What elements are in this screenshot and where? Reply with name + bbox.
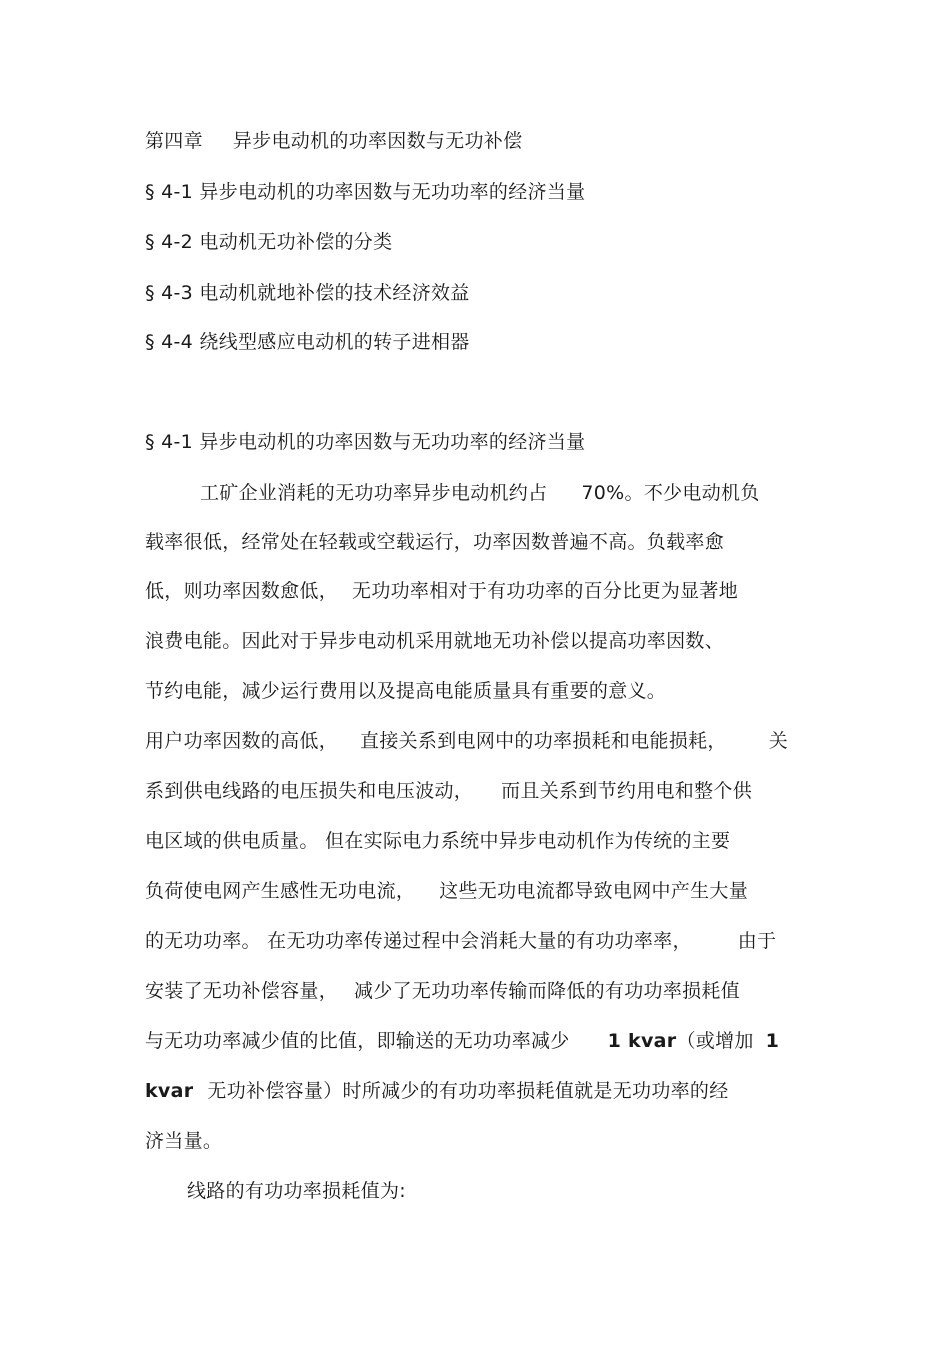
toc-item: § 4-1 异步电动机的功率因数与无功功率的经济当量 <box>145 181 586 203</box>
paragraph-line <box>145 1029 779 1053</box>
text-span: 低，则功率因数愈低， <box>145 580 339 602</box>
text-span: （或增加 <box>676 1030 754 1052</box>
paragraph-line <box>145 579 738 603</box>
paragraph-line <box>145 979 740 1003</box>
paragraph-line: 节约电能，减少运行费用以及提高电能质量具有重要的意义。 <box>145 680 667 702</box>
text-span: 直接关系到电网中的功率损耗和电能损耗， <box>360 730 727 752</box>
text-span: 1 kvar <box>607 1030 677 1052</box>
toc-item: § 4-4 绕线型感应电动机的转子进相器 <box>145 331 470 353</box>
text-span: 系到供电线路的电压损失和电压波动， <box>145 780 474 802</box>
text-span: 而且关系到节约用电和整个供 <box>501 780 753 802</box>
text-span: kvar <box>145 1080 194 1102</box>
chapter-title: 异步电动机的功率因数与无功补偿 <box>232 130 523 152</box>
text-span: 负荷使电网产生感性无功电流， <box>145 880 416 902</box>
paragraph-line <box>145 729 788 753</box>
paragraph-line: 电区域的供电质量。 但在实际电力系统中异步电动机作为传统的主要 <box>145 830 731 852</box>
toc-item: § 4-2 电动机无功补偿的分类 <box>145 231 393 253</box>
text-span: 减少了无功功率传输而降低的有功功率损耗值 <box>354 980 741 1002</box>
section-heading: § 4-1 异步电动机的功率因数与无功功率的经济当量 <box>145 431 586 453</box>
text-span: 安装了无功补偿容量， <box>145 980 339 1002</box>
text-span: 70%。不少电动机负 <box>581 482 760 504</box>
paragraph-line <box>200 481 760 505</box>
paragraph-line: 线路的有功功率损耗值为: <box>187 1180 407 1202</box>
text-span: 由于 <box>737 930 777 952</box>
paragraph-line <box>145 929 776 953</box>
text-span: 工矿企业消耗的无功功率异步电动机约占 <box>200 482 548 504</box>
paragraph-line: 载率很低，经常处在轻载或空载运行，功率因数普遍不高。负载率愈 <box>145 531 725 553</box>
toc-item: § 4-3 电动机就地补偿的技术经济效益 <box>145 282 470 304</box>
text-span: 与无功功率减少值的比值，即输送的无功功率减少 <box>145 1030 570 1052</box>
paragraph-line: 济当量。 <box>145 1130 223 1152</box>
text-span: 无功功率相对于有功功率的百分比更为显著地 <box>352 580 739 602</box>
paragraph-line <box>145 879 748 903</box>
text-span: 1 <box>765 1030 780 1052</box>
text-span: 这些无功电流都导致电网中产生大量 <box>439 880 749 902</box>
chapter-label: 第四章 <box>145 130 203 152</box>
paragraph-line <box>145 779 752 803</box>
text-span: 关 <box>768 730 789 752</box>
text-span: 的无功功率。 在无功功率传递过程中会消耗大量的有功功率率， <box>145 930 692 952</box>
chapter-heading <box>145 129 522 153</box>
paragraph-line: 浪费电能。因此对于异步电动机采用就地无功补偿以提高功率因数、 <box>145 630 725 652</box>
text-span: 用户功率因数的高低， <box>145 730 339 752</box>
paragraph-line <box>145 1079 729 1103</box>
text-span: 无功补偿容量）时所减少的有功功率损耗值就是无功功率的经 <box>207 1080 729 1102</box>
